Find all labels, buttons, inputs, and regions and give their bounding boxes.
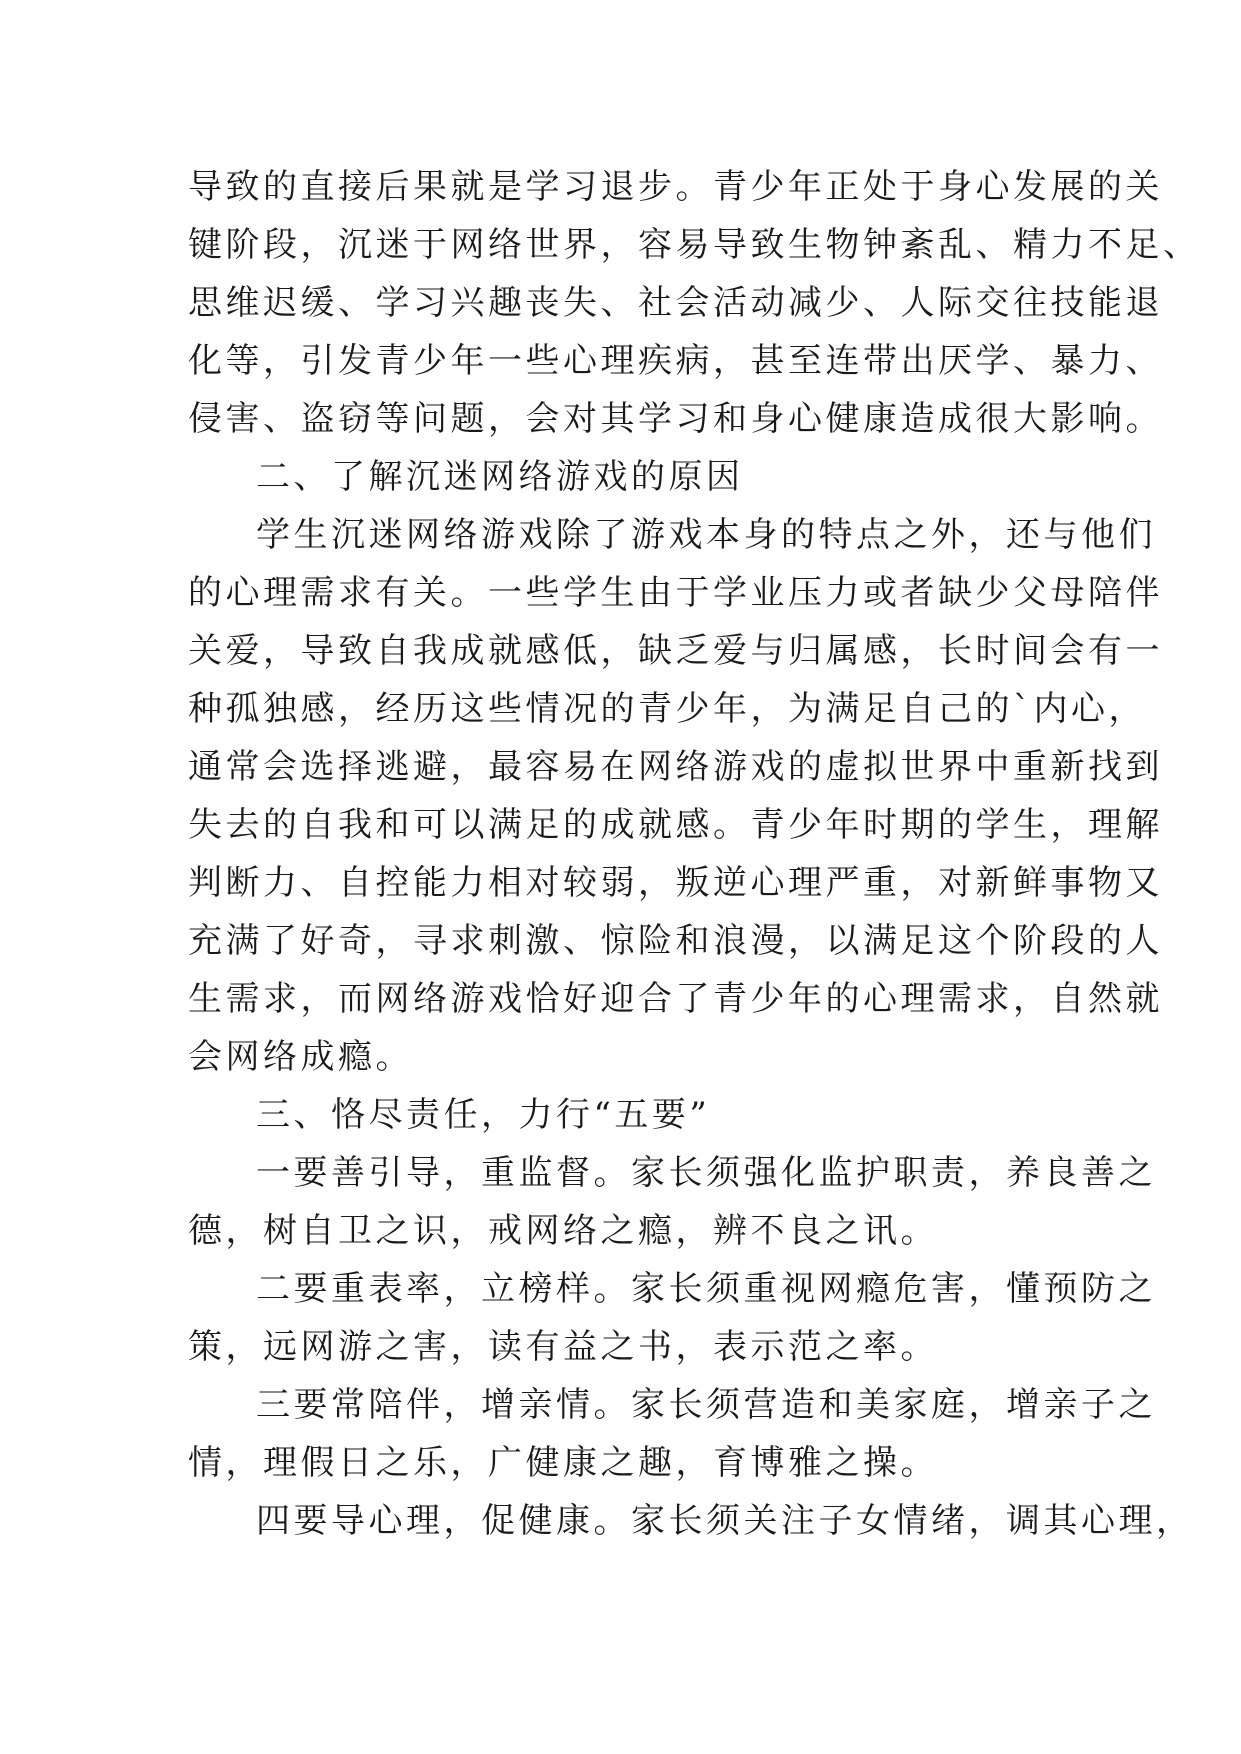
text-line: 种孤独感，经历这些情况的青少年，为满足自己的`内心， [188,689,1146,729]
text-line: 通常会选择逃避，最容易在网络游戏的虚拟世界中重新找到 [188,747,1163,787]
text-line: 导致的直接后果就是学习退步。青少年正处于身心发展的关 [188,167,1163,207]
text-line: 思维迟缓、学习兴趣丧失、社会活动减少、人际交往技能退 [188,283,1163,323]
text-line: 三要常陪伴，增亲情。家长须营造和美家庭，增亲子之 [256,1385,1156,1425]
text-line: 关爱，导致自我成就感低，缺乏爱与归属感，长时间会有一 [188,631,1163,671]
text-line: 情，理假日之乐，广健康之趣，育博雅之操。 [188,1443,938,1483]
text-line: 失去的自我和可以满足的成就感。青少年时期的学生，理解 [188,805,1163,845]
document-body [188,158,1201,1550]
text-line: 二要重表率，立榜样。家长须重视网瘾危害，懂预防之 [256,1269,1156,1309]
text-line: 生需求，而网络游戏恰好迎合了青少年的心理需求，自然就 [188,979,1163,1019]
text-line: 键阶段，沉迷于网络世界，容易导致生物钟紊乱、精力不足、 [188,225,1201,265]
text-line: 一要善引导，重监督。家长须强化监护职责，养良善之 [256,1153,1156,1193]
text-line: 四要导心理，促健康。家长须关注子女情绪，调其心理， [256,1501,1194,1541]
text-line: 学生沉迷网络游戏除了游戏本身的特点之外，还与他们 [256,515,1156,555]
text-line: 策，远网游之害，读有益之书，表示范之率。 [188,1327,938,1367]
text-line: 的心理需求有关。一些学生由于学业压力或者缺少父母陪伴 [188,573,1163,613]
text-line: 二、了解沉迷网络游戏的原因 [256,457,744,497]
text-line: 判断力、自控能力相对较弱，叛逆心理严重，对新鲜事物又 [188,863,1163,903]
text-line: 会网络成瘾。 [188,1037,413,1077]
text-line: 充满了好奇，寻求刺激、惊险和浪漫，以满足这个阶段的人 [188,921,1163,961]
text-line: 化等，引发青少年一些心理疾病，甚至连带出厌学、暴力、 [188,341,1163,381]
text-line: 德，树自卫之识，戒网络之瘾，辨不良之讯。 [188,1211,938,1251]
text-line: 三、恪尽责任，力行“五要” [256,1095,711,1135]
text-line: 侵害、盗窃等问题，会对其学习和身心健康造成很大影响。 [188,399,1163,439]
